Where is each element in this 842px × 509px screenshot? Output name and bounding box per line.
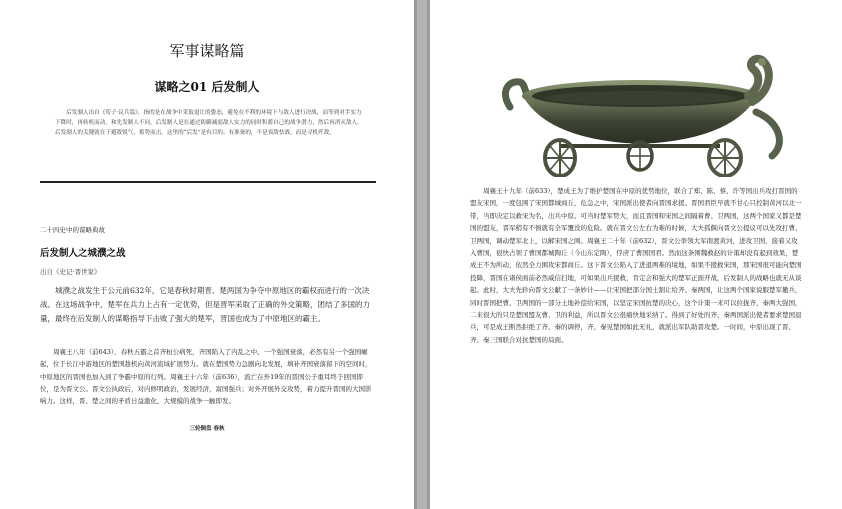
left-wheel bbox=[545, 140, 575, 176]
left-page bbox=[0, 0, 414, 509]
source-note: 出自《史记·晋世家》 bbox=[40, 268, 101, 276]
bronze-basin-image bbox=[490, 52, 800, 177]
section-divider bbox=[40, 181, 376, 183]
page-gutter bbox=[414, 0, 430, 509]
body-paragraph-2: 周襄王八年（前643），春秋五霸之首齐桓公病死，齐国陷入了内乱之中。一个强国衰落，必然有另一个强国崛起，位于长江中游地区的楚国趁机向黄河流域扩展势力。就在楚国势力急剧向北发展，填补齐国衰落留下的空间时，中原地区的晋国也加入到了争霸中原的行列。周襄王十六年（前636），流亡在外19年的晋国公子重耳终于回国即位，是为晋文公。晋文公执政后，对内修明政治，发展经济，富国强兵；对外开展外交攻势，着力提升晋国的大国影响力。这样，晋、楚之间的矛盾日益激化，大规模的战争一触即发。 bbox=[40, 348, 372, 406]
intro-paragraph: 后发制人出自《荀子·议兵篇》，指的是在战争中采取退让的姿态，避免在不利的环境下与敌人进行决战，而等到对手实力下降时，再转机而动。和先发制人不同，后发制人是在通过防御减弱敌人实力的同时积蓄自己的战争潜力，然后再消灭敌人。后发制人的关键就在于避敌锐气，蓄势而击。这里的“后发”是有目的、有准备的，不是畏敌怯战，而是寻机歼敌。 bbox=[55, 110, 363, 136]
book-title: 军事谋略篇 bbox=[169, 42, 245, 60]
right-page bbox=[430, 0, 842, 509]
rear-wheel bbox=[628, 142, 652, 170]
body-paragraph-3: 周襄王十九年（前633），楚成王为了维护楚国在中原的优势地位，联合了郑、陈、蔡、许等国出兵攻打晋国的盟友宋国，一度包围了宋国都城商丘，危急之中，宋国派出使者向晋国求援。晋国君臣早就不甘心只控制黄河以北一带，当即决定以救宋为名，出兵中原。可当时楚军势大，而且晋国和宋国之间隔着曹、卫两国，这两个国家又都是楚国的盟友，晋军稍有不慎就有全军覆没的危险。就在晋文公左右为难的时候，大夫孤偃向晋文公提议可以先攻打曹、卫两国，调动楚军北上，以解宋国之围。周襄王二十年（前632），晋文公率领大军南渡黄河，进攻卫国，接着又攻入曹国，很快占领了曹国都城陶丘（今山东定陶），俘虏了曹国国君。然而这条围魏救赵的计策却没有起到效果，楚成王不为所动，依然全力围攻宋都商丘。这下晋文公陷入了进退两难的境地，如果不援救宋国，那宋国很可能向楚国投降，晋国在诸侯面前必然威信扫地，可如果出兵援救，肯定会和强大的楚军正面开战，后发制人的战略也就无从谈起。此时，大夫先轸向晋文公献了一条妙计——让宋国把部分国土割让给齐、秦两国，让这两个国家说服楚军撤兵，同时晋国把曹、卫两国的一部分土地补偿给宋国，以坚定宋国抗楚的决心，这个计策一来可以拉拢齐、秦两大强国，二来很大的只是楚国盟友曹、卫的利益，所以晋文公很痛快地采纳了。得到了好处的齐、秦两国派出使者要求楚国退兵，可是成王断然拒绝了齐、秦的调停，齐、秦见楚国如此无礼，就派出军队助晋攻楚。一时间，中原出现了晋、齐、秦三国联合对抗楚国的局面。 bbox=[470, 187, 802, 344]
chapter-title: 谋略之01 后发制人 bbox=[154, 80, 260, 94]
case-title: 后发制人之城濮之战 bbox=[40, 248, 126, 259]
series-label: 二十四史中的谋略典故 bbox=[40, 226, 105, 234]
right-wheel bbox=[709, 140, 741, 176]
image-caption: 三轮铜盘 春秋 bbox=[189, 426, 225, 432]
body-paragraph-1: 城濮之战发生于公元前632年，它是春秋时期晋、楚两国为争夺中原地区的霸权而进行的一次决战。在这场战争中，楚军在兵力上占有一定优势，但是晋军采取了正确的外交策略，团结了多国的力量，最终在后发制人的谋略指导下击败了强大的楚军，晋国也成为了中原地区的霸主。 bbox=[40, 286, 370, 323]
